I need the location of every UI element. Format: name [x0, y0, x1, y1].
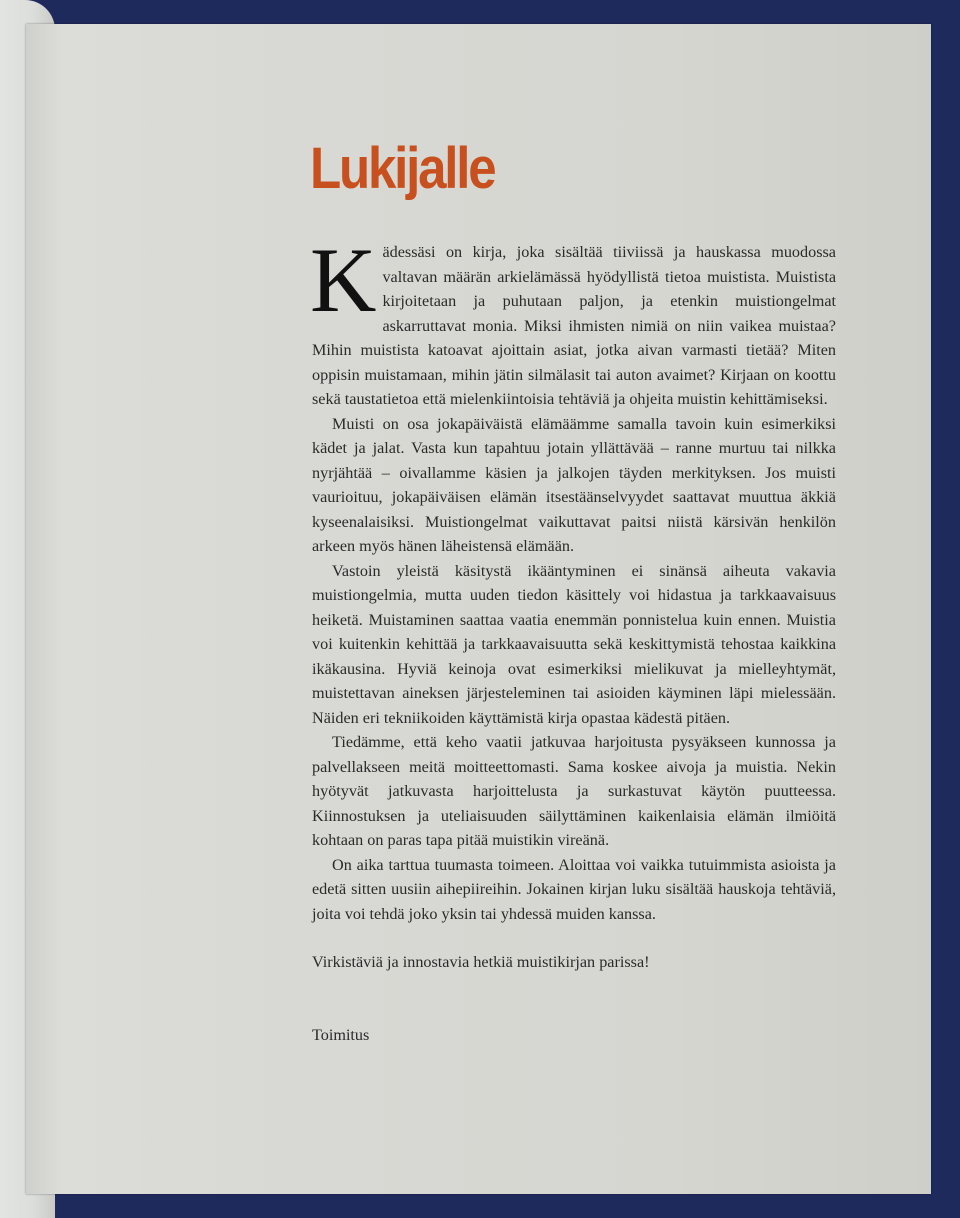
paragraph-2: Muisti on osa jokapäiväistä elämäämme samalla tavoin kuin esimerkiksi kädet ja jalat. Vasta kun tapahtuu jotain yllättävää – ranne murtuu tai nilkka nyrjähtää – oivallamme käsien ja jalkojen täyden merkityksen. Jos muisti vaurioituu, jokapäiväisen elämän itsestäänselvyydet saattavat muuttua äkkiä kyseenalaisiksi. Muistiongelmat vaikuttavat paitsi niistä kärsivän henkilön arkeen myös hänen läheistensä elämään. — [312, 414, 836, 555]
closing-line: Virkistäviä ja innostavia hetkiä muistikirjan parissa! — [312, 953, 650, 971]
signature: Toimitus — [312, 1025, 370, 1044]
paragraph-4: Tiedämme, että keho vaatii jatkuvaa harjoitusta pysyäkseen kunnossa ja palvellakseen meitä moitteettomasti. Sama koskee aivoja ja muistia. Nekin hyötyvät jatkuvasta harjoittelusta ja surkastuvat käytön puutteessa. Kiinnostuksen ja uteliaisuuden säilyttäminen kaikenlaisia elämän ilmiöitä kohtaan on paras tapa pitää muistikin vireänä. — [312, 733, 836, 849]
paragraph-1: Kädessäsi on kirja, joka sisältää tiiviissä ja hauskassa muodossa valtavan määrän arkielämässä hyödyllistä tietoa muistista. Muistista kirjoitetaan ja puhutaan paljon, ja etenkin muistiongelmat askarruttavat monia. Miksi ihmisten nimiä on niin vaikea muistaa? Mihin muistista katoavat ajoittain asiat, jotka aivan varmasti tietää? Miten oppisin muistamaan, mihin jätin silmälasit tai auton avaimet? Kirjaan on koottu sekä taustatietoa että mielenkiintoisia tehtäviä ja ohjeita muistin kehittämiseksi. — [310, 229, 836, 408]
paragraph-5: On aika tarttua tuumasta toimeen. Aloittaa voi vaikka tutuimmista asioista ja edetä sitten uusiin aihepiireihin. Jokainen kirjan luku sisältää hauskoja tehtäviä, joita voi tehdä joko yksin tai yhdessä muiden kanssa. — [312, 855, 836, 923]
body-text — [310, 229, 836, 1047]
drop-cap: K — [310, 229, 377, 331]
page-title: Lukijalle — [310, 135, 495, 201]
paragraph-3: Vastoin yleistä käsitystä ikääntyminen ei sinänsä aiheuta vakavia muistiongelmia, mutta uuden tiedon käsittely voi hidastua ja tarkkaavaisuus heiketä. Muistaminen saattaa vaatia enemmän ponnistelua kuin ennen. Muistia voi kuitenkin kehittää ja tarkkaavaisuutta sekä keskittymistä tehostaa kaikkina ikäkausina. Hyviä keinoja ovat esimerkiksi mielikuvat ja mielleyhtymät, muistettavan aineksen järjesteleminen tai asioiden käyminen läpi mielessään. Näiden eri tekniikoiden käyttämistä kirja opastaa kädestä pitäen. — [312, 561, 836, 727]
